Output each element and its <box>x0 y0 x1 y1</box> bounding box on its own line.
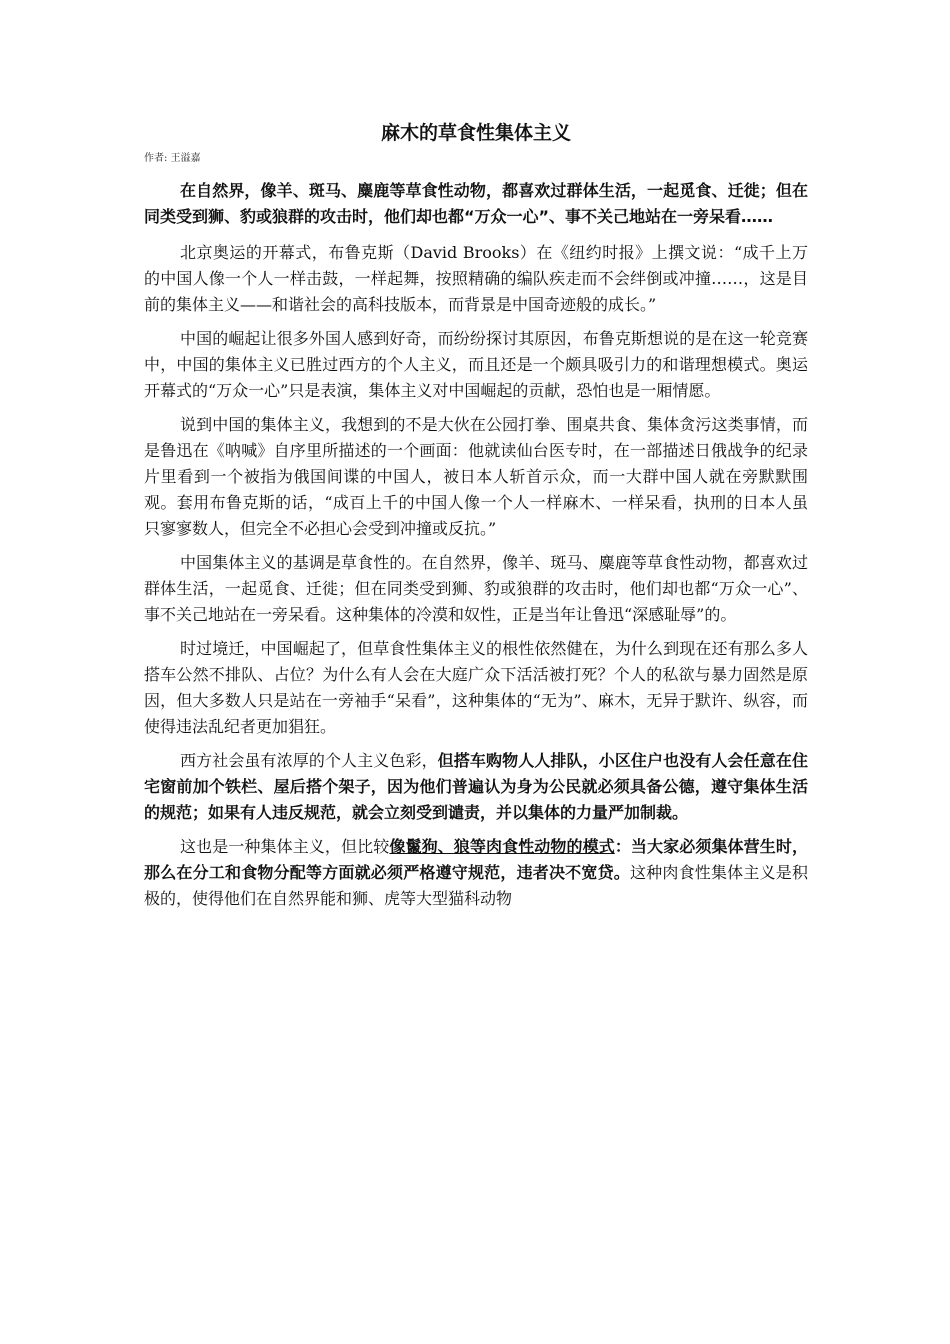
paragraph-6-normal-text: 西方社会虽有浓厚的个人主义色彩， <box>180 751 438 770</box>
paragraph-6-bold-text: 但搭车购物人人排队，小区住户也没有人会任意在住宅窗前加个铁栏、屋后搭个架子，因为他们普遍认为身为公民就必须具备公德，遵守集体生活的规范；如果有人违反规范，就会立刻受到谴责，并以集体的力量严加制裁。 <box>144 751 808 822</box>
lead-paragraph: 在自然界，像羊、斑马、麋鹿等草食性动物，都喜欢过群体生活，一起觅食、迁徙；但在同类受到狮、豹或狼群的攻击时，他们却也都“万众一心”、事不关己地站在一旁呆看…… <box>144 181 808 226</box>
paragraph-3: 说到中国的集体主义，我想到的不是大伙在公园打拳、围桌共食、集体贪污这类事情，而是鲁迅在《呐喊》自序里所描述的一个画面：他就读仙台医专时，在一部描述日俄战争的纪录片里看到一个被指为俄国间谍的中国人，被日本人斩首示众，而一大群中国人就在旁默默围观。套用布鲁克斯的话，“成百上千的中国人像一个人一样麻木、一样呆看，执刑的日本人虽只寥寥数人，但完全不必担心会受到冲撞或反抗。” <box>144 415 808 538</box>
paragraph-7-underlined-text: 像鬣狗、狼等肉食性动物的模式 <box>389 837 615 856</box>
paragraph-5: 时过境迁，中国崛起了，但草食性集体主义的根性依然健在，为什么到现在还有那么多人搭车公然不排队、占位？为什么有人会在大庭广众下活活被打死？个人的私欲与暴力固然是原因，但大多数人只是站在一旁袖手“呆看”，这种集体的“无为”、麻木，无异于默许、纵容，而使得违法乱纪者更加猖狂。 <box>144 639 808 736</box>
paragraph-7-text-a: 这也是一种集体主义，但比较 <box>180 837 390 856</box>
paragraph-1: 北京奥运的开幕式，布鲁克斯（David Brooks）在《纽约时报》上撰文说：“成千上万的中国人像一个人一样击鼓，一样起舞，按照精确的编队疾走而不会绊倒或冲撞……，这是目前的集体主义——和谐社会的高科技版本，而背景是中国奇迹般的成长。” <box>144 243 808 314</box>
paragraph-2: 中国的崛起让很多外国人感到好奇，而纷纷探讨其原因，布鲁克斯想说的是在这一轮竞赛中，中国的集体主义已胜过西方的个人主义，而且还是一个颇具吸引力的和谐理想模式。奥运开幕式的“万众一心”只是表演，集体主义对中国崛起的贡献，恐怕也是一厢情愿。 <box>144 329 808 400</box>
paragraph-7 <box>144 834 808 912</box>
paragraph-7-text-c: 这种肉食性集体主义是积极的，使得他们在自然界能和狮、虎等大型猫科动物 <box>144 863 808 908</box>
paragraph-7-bold-text: ：当大家必须集体营生时，那么在分工和食物分配等方面就必须严格遵守规范，违者决不宽贷。 <box>144 837 808 882</box>
paragraph-6 <box>144 748 808 826</box>
document-page <box>144 120 808 920</box>
paragraph-4: 中国集体主义的基调是草食性的。在自然界，像羊、斑马、麋鹿等草食性动物，都喜欢过群体生活，一起觅食、迁徙；但在同类受到狮、豹或狼群的攻击时，他们却也都“万众一心”、事不关己地站在一旁呆看。这种集体的冷漠和奴性，正是当年让鲁迅“深感耻辱”的。 <box>144 553 808 624</box>
document-title: 麻木的草食性集体主义 <box>380 122 571 144</box>
author-line: 作者: 王溢嘉 <box>144 153 201 164</box>
